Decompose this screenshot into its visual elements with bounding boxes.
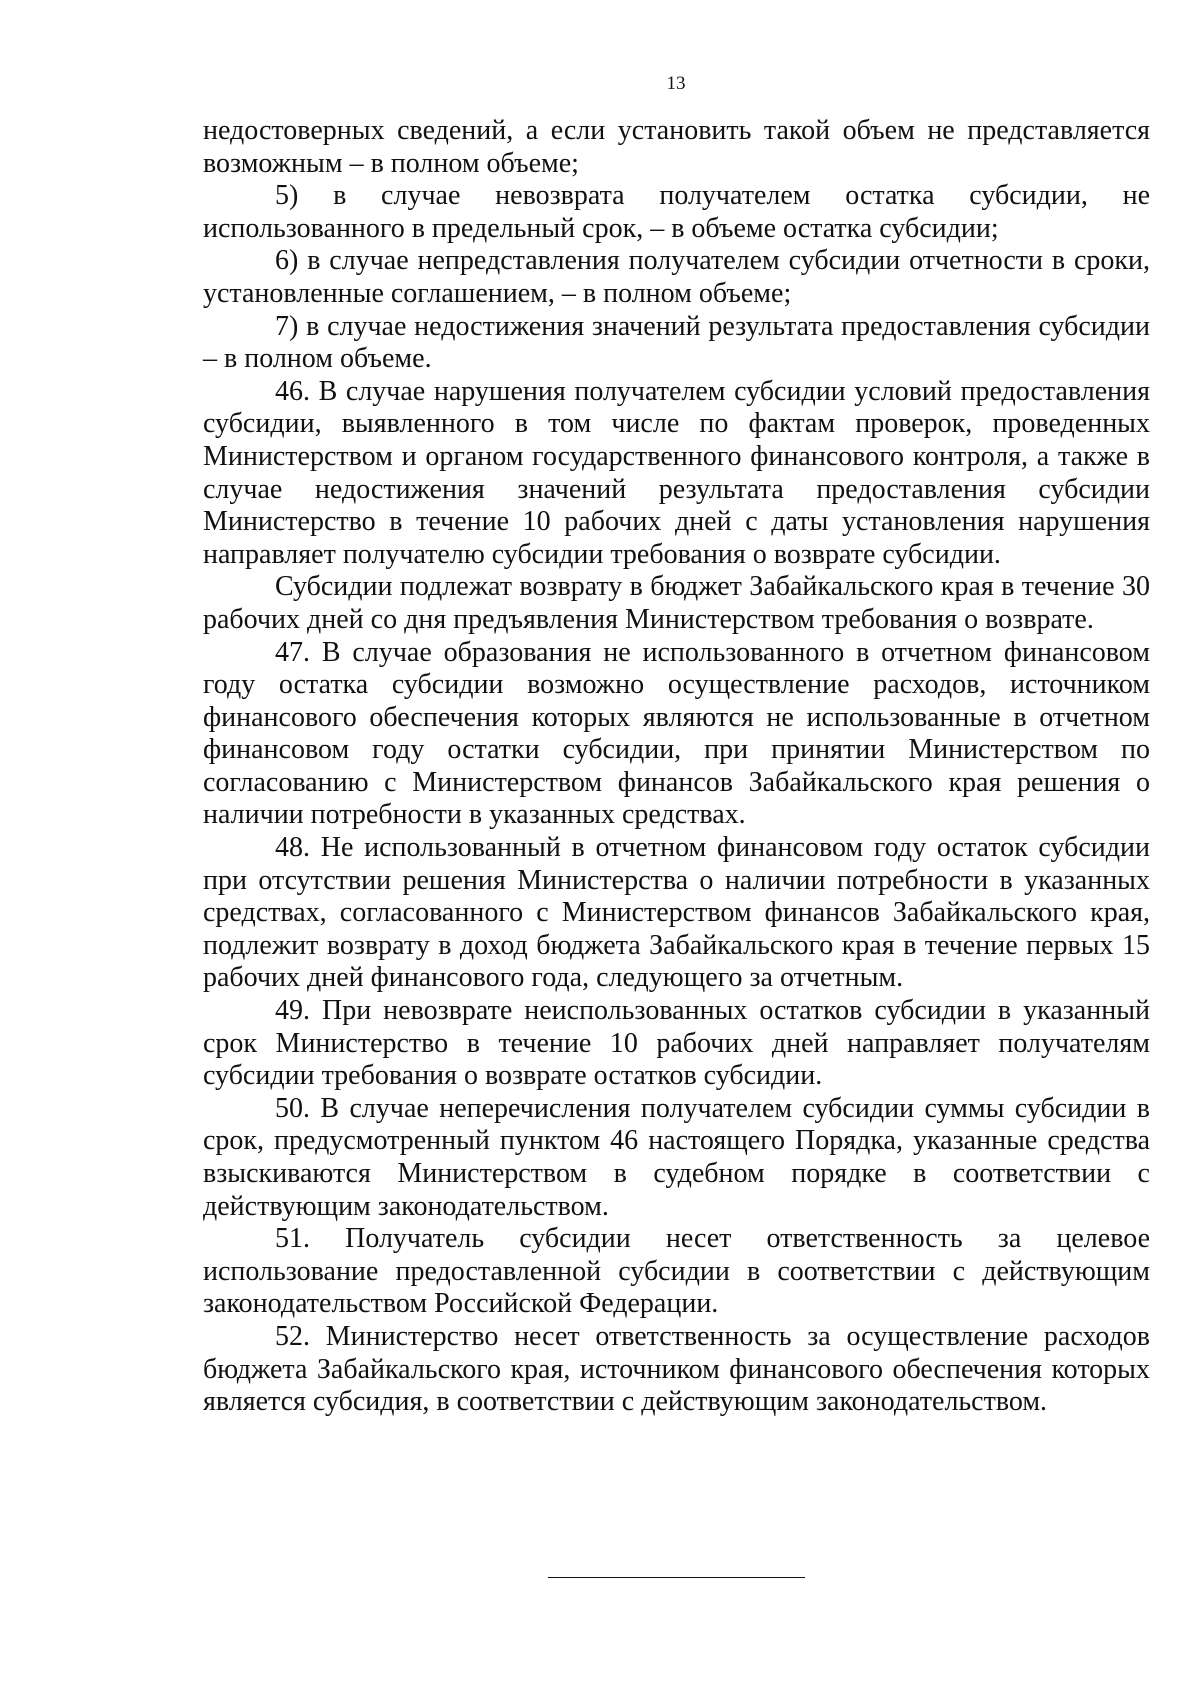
paragraph-46-return-term: Субсидии подлежат возврату в бюджет Забайкальского края в течение 30 рабочих дней со дня предъявления Министерством требования о возврате. (203, 571, 1150, 635)
paragraph-46: 46. В случае нарушения получателем субсидии условий предоставления субсидии, выявленного в том числе по фактам проверок, проведенных Министерством и органом государственного финансового контроля, а также в случае недостижения значений результата предоставления субсидии Министерство в течение 10 рабочих дней с даты установления нарушения направляет получателю субсидии требования о возврате субсидии. (203, 375, 1150, 570)
paragraph-49: 49. При невозврате неиспользованных остатков субсидии в указанный срок Министерство в течение 10 рабочих дней направляет получателям субсидии требования о возврате остатков субсидии. (203, 995, 1150, 1092)
paragraph-continuation: недостоверных сведений, а если установить такой объем не представляется возможным – в полном объеме; (203, 115, 1150, 179)
paragraph-51: 51. Получатель субсидии несет ответственность за целевое использование предоставленной субсидии в соответствии с действующим законодательством Российской Федерации. (203, 1223, 1150, 1320)
document-body (203, 115, 1150, 1419)
paragraph-50: 50. В случае неперечисления получателем субсидии суммы субсидии в срок, предусмотренный пунктом 46 настоящего Порядка, указанные средства взыскиваются Министерством в судебном порядке в соответствии с действующим законодательством. (203, 1092, 1150, 1222)
paragraph-48: 48. Не использованный в отчетном финансовом году остаток субсидии при отсутствии решения Министерства о наличии потребности в указанных средствах, согласованного с Министерством финансов Забайкальского края, подлежит возврату в доход бюджета Забайкальского края в течение первых 15 рабочих дней финансового года, следующего за отчетным. (203, 832, 1150, 994)
paragraph-52: 52. Министерство несет ответственность за осуществление расходов бюджета Забайкальского края, источником финансового обеспечения которых является субсидия, в соответствии с действующим законодательством. (203, 1320, 1150, 1418)
paragraph-item-6: 6) в случае непредставления получателем субсидии отчетности в сроки, установленные соглашением, – в полном объеме; (203, 245, 1150, 309)
page-number: 13 (666, 73, 686, 94)
end-of-document-rule (548, 1577, 805, 1578)
paragraph-47: 47. В случае образования не использованного в отчетном финансовом году остатка субсидии возможно осуществление расходов, источником финансового обеспечения которых являются не использованные в отчетном финансовом году остатки субсидии, при принятии Министерством по согласованию с Министерством финансов Забайкальского края решения о наличии потребности в указанных средствах. (203, 636, 1150, 831)
paragraph-item-5: 5) в случае невозврата получателем остатка субсидии, не использованного в предельный срок, – в объеме остатка субсидии; (203, 180, 1150, 244)
paragraph-item-7: 7) в случае недостижения значений результата предоставления субсидии – в полном объеме. (203, 310, 1150, 375)
